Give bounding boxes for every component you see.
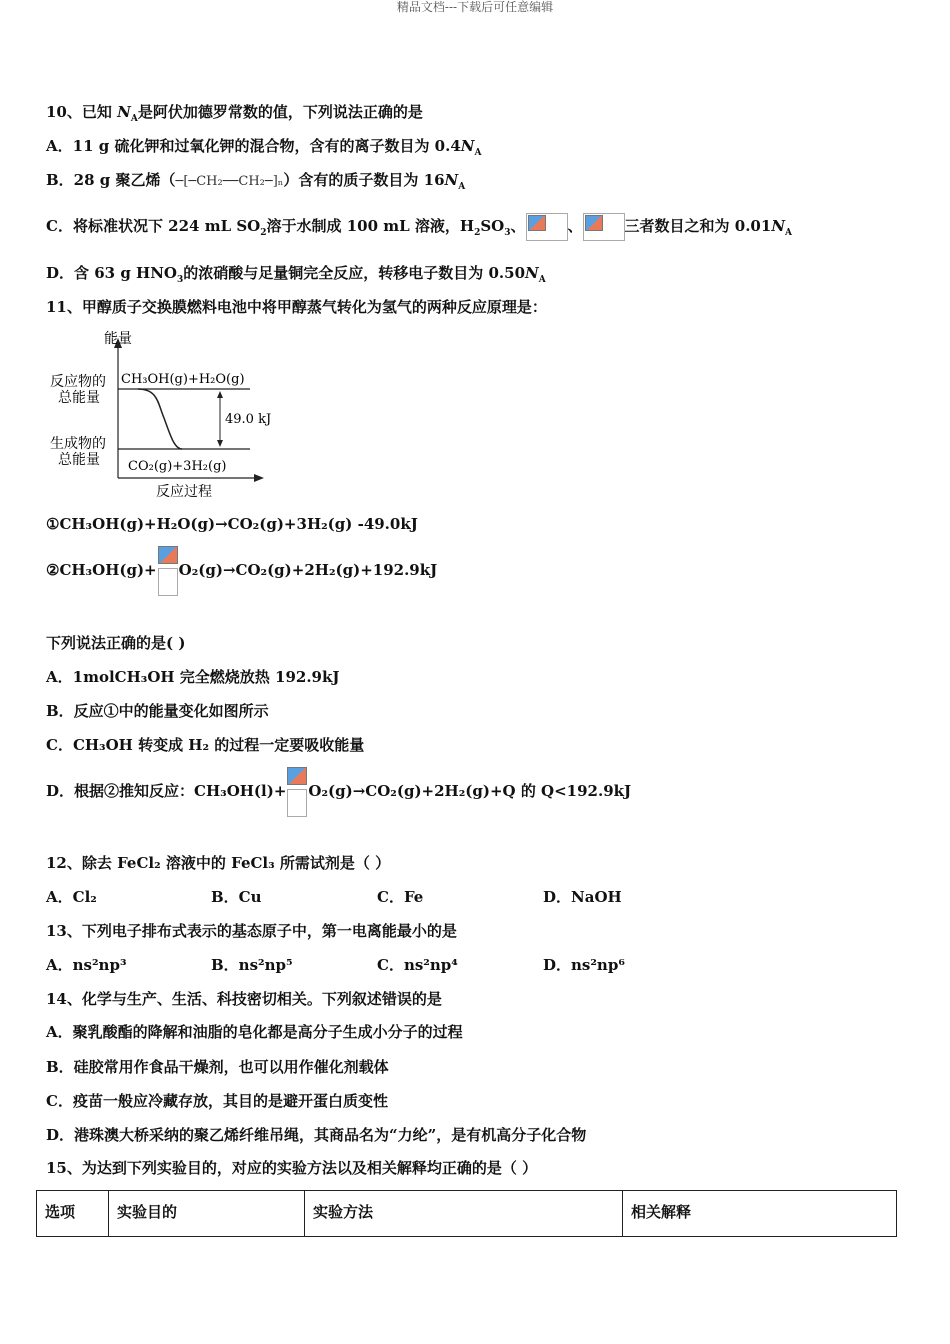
y-axis-label: 能量 [104, 331, 132, 347]
q13-option-d: D．ns²np⁶ [543, 956, 625, 974]
q10-stem: 10、已知 $N_A$是阿伏加德罗常数的值，下列说法正确的是 [46, 103, 423, 124]
q12-option-d: D．NaOH [543, 888, 622, 906]
fraction-image-icon [287, 767, 307, 815]
energy-diagram [46, 328, 286, 503]
q12-option-a: A．Cl₂ [46, 888, 97, 906]
q13-stem: 13、下列电子排布式表示的基态原子中，第一电离能最小的是 [46, 922, 457, 940]
table-header-row [37, 1191, 897, 1237]
fraction-image-icon [158, 546, 178, 594]
energy-curve [138, 389, 182, 449]
q12-option-b: B．Cu [211, 888, 262, 906]
q11-ask: 下列说法正确的是( ) [46, 634, 186, 652]
q15-table [36, 1190, 897, 1237]
delta-h-label: 49.0 kJ [225, 412, 272, 427]
q15-stem: 15、为达到下列实验目的，对应的实验方法以及相关解释均正确的是（ ） [46, 1159, 538, 1177]
table-header-cell: 选项 [37, 1191, 109, 1237]
q13-option-c: C．ns²np⁴ [377, 956, 458, 974]
q14-stem: 14、化学与生产、生活、科技密切相关。下列叙述错误的是 [46, 990, 442, 1008]
q10-option-b: B．28 g 聚乙烯（─[─CH₂──CH₂─]ₙ）含有的质子数目为 $16N_A$ [46, 171, 466, 192]
broken-image-icon [526, 213, 568, 241]
product-label-2: 总能量 [58, 452, 100, 468]
x-axis-label: 反应过程 [156, 484, 212, 500]
q11-option-d: D．根据②推知反应：CH₃OH(l)+ O₂(g)→CO₂(g)+2H₂(g)+Q 的 Q<192.9kJ [46, 767, 631, 815]
table-header-cell: 实验目的 [109, 1191, 305, 1237]
table-header-cell: 相关解释 [623, 1191, 897, 1237]
q11-option-a: A．1molCH₃OH 完全燃烧放热 192.9kJ [46, 668, 340, 686]
q10-option-c: C．将标准状况下 224 mL $SO_2$溶于水制成 100 mL 溶液，$H_2SO_3$、 、 三者数目之和为 $0.01N_A$ [46, 213, 792, 243]
product-label-1: 生成物的 [50, 436, 106, 452]
q11-option-c: C．CH₃OH 转变成 H₂ 的过程一定要吸收能量 [46, 736, 365, 754]
q11-option-b: B．反应①中的能量变化如图所示 [46, 702, 269, 720]
q10-option-d: D．含 63 g $HNO_3$的浓硝酸与足量铜完全反应，转移电子数目为 $0.50N_A$ [46, 264, 546, 285]
q11-stem: 11、甲醇质子交换膜燃料电池中将甲醇蒸气转化为氢气的两种反应原理是： [46, 298, 547, 316]
q13-option-a: A．ns²np³ [46, 956, 127, 974]
reactants-formula: CH₃OH(g)+H₂O(g) [121, 372, 245, 387]
q12-option-c: C．Fe [377, 888, 424, 906]
q11-reaction-1: ①CH₃OH(g)+H₂O(g)→CO₂(g)+3H₂(g) -49.0kJ [46, 515, 418, 533]
q14-option-d: D．港珠澳大桥采纳的聚乙烯纤维吊绳，其商品名为“力纶”，是有机高分子化合物 [46, 1126, 587, 1144]
q13-option-b: B．ns²np⁵ [211, 956, 293, 974]
polyethylene-formula: ─[─CH₂──CH₂─]ₙ [175, 174, 284, 189]
q14-option-c: C．疫苗一般应冷藏存放，其目的是避开蛋白质变性 [46, 1092, 388, 1110]
page-header: 精品文档---下载后可任意编辑 [396, 0, 554, 14]
reactant-label-1: 反应物的 [50, 374, 106, 390]
reactant-label-2: 总能量 [58, 390, 100, 406]
q11-reaction-2: ②CH₃OH(g)+ O₂(g)→CO₂(g)+2H₂(g)+192.9kJ [46, 546, 437, 594]
q14-option-b: B．硅胶常用作食品干燥剂，也可以用作催化剂载体 [46, 1058, 389, 1076]
products-formula: CO₂(g)+3H₂(g) [128, 459, 227, 474]
q10-option-a: A．11 g 硫化钾和过氧化钾的混合物，含有的离子数目为 $0.4N_A$ [46, 137, 482, 158]
broken-image-icon [583, 213, 625, 241]
q12-stem: 12、除去 FeCl₂ 溶液中的 FeCl₃ 所需试剂是（ ） [46, 854, 391, 872]
table-header-cell: 实验方法 [305, 1191, 623, 1237]
q14-option-a: A．聚乳酸酯的降解和油脂的皂化都是高分子生成小分子的过程 [46, 1023, 463, 1041]
